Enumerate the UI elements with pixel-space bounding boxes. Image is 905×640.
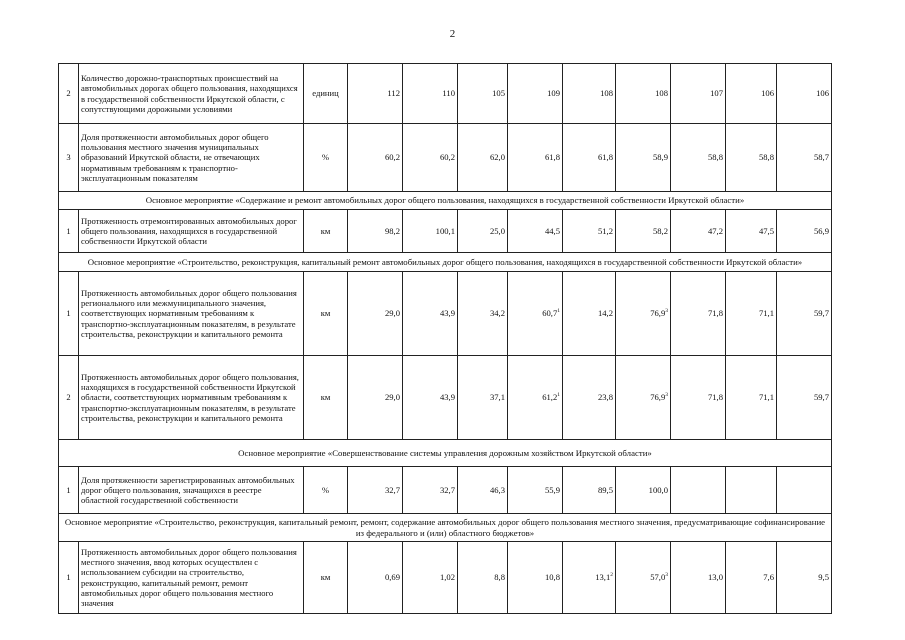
value-cell: 23,8 (563, 356, 616, 440)
table-row (59, 356, 832, 440)
section-title: Основное мероприятие «Строительство, реконструкция, капитальный ремонт автомобильных дорог общего пользования, находящихся в государственной собственности Иркутской области» (59, 253, 832, 272)
value-cell: 47,5 (726, 210, 777, 253)
value-cell: 108 (616, 64, 671, 124)
value-cell: 55,9 (508, 467, 563, 514)
value-cell: 71,1 (726, 356, 777, 440)
unit-cell: единиц (304, 64, 348, 124)
value-cell: 58,2 (616, 210, 671, 253)
unit-cell: км (304, 356, 348, 440)
value-cell: 110 (403, 64, 458, 124)
value-cell: 13,1$^2$ (563, 542, 616, 614)
footnote-mark: 1 (557, 392, 560, 399)
value-cell: 7,6 (726, 542, 777, 614)
value-cell: 100,1 (403, 210, 458, 253)
row-number: 3 (59, 124, 79, 192)
table-row (59, 124, 832, 192)
value-cell: 51,2 (563, 210, 616, 253)
value-cell: 76,9$^3$ (616, 356, 671, 440)
footnote-mark: 2 (610, 572, 613, 579)
section-header-row (59, 440, 832, 467)
value-cell: 108 (563, 64, 616, 124)
value-cell: 46,3 (458, 467, 508, 514)
table-row (59, 210, 832, 253)
value-cell: 59,7 (777, 356, 832, 440)
value-cell: 60,2 (403, 124, 458, 192)
value-cell (671, 467, 726, 514)
indicator-name: Количество дорожно-транспортных происшествий на автомобильных дорогах общего пользования, находящихся в государственной собственности Иркутской области, с сопутствующими дорожными условиями (79, 64, 304, 124)
value-cell: 0,69 (348, 542, 403, 614)
value-cell: 89,5 (563, 467, 616, 514)
value-cell: 112 (348, 64, 403, 124)
value-cell: 106 (726, 64, 777, 124)
indicator-name: Протяженность автомобильных дорог общего пользования, находящихся в государственной собственности Иркутской области, соответствующих нормативным требованиям к транспортно-эксплуатационным показателям, в результате строительства, реконструкции и капитального ремонта (79, 356, 304, 440)
value-cell: 61,8 (508, 124, 563, 192)
indicator-name: Протяженность автомобильных дорог общего пользования регионального или межмуниципального значения, соответствующих нормативным требованиям к транспортно-эксплуатационным показателям, в результате строительства, реконструкции и капитального ремонта (79, 272, 304, 356)
value-cell: 25,0 (458, 210, 508, 253)
unit-cell: % (304, 467, 348, 514)
value-cell: 13,0 (671, 542, 726, 614)
value-cell: 60,2 (348, 124, 403, 192)
footnote-mark: 3 (665, 572, 668, 579)
value-cell: 14,2 (563, 272, 616, 356)
section-title: Основное мероприятие «Совершенствование системы управления дорожным хозяйством Иркутской области» (59, 440, 832, 467)
value-cell: 60,7$^1$ (508, 272, 563, 356)
row-number: 1 (59, 272, 79, 356)
value-cell: 71,8 (671, 272, 726, 356)
section-header-row (59, 192, 832, 210)
value-cell: 47,2 (671, 210, 726, 253)
value-cell: 29,0 (348, 356, 403, 440)
unit-cell: км (304, 210, 348, 253)
value-cell (726, 467, 777, 514)
value-cell: 10,8 (508, 542, 563, 614)
footnote-mark: 3 (665, 308, 668, 315)
value-cell: 106 (777, 64, 832, 124)
value-cell: 98,2 (348, 210, 403, 253)
footnote-mark: 1 (557, 308, 560, 315)
table-row (59, 64, 832, 124)
row-number: 2 (59, 356, 79, 440)
value-cell: 58,9 (616, 124, 671, 192)
value-cell: 56,9 (777, 210, 832, 253)
unit-cell: % (304, 124, 348, 192)
value-cell: 57,0$^3$ (616, 542, 671, 614)
indicator-name: Протяженность автомобильных дорог общего пользования местного значения, ввод которых осуществлен с использованием субсидии на строительство, реконструкцию, капитальный ремонт, ремонт автомобильных дорог общего пользования местного значения (79, 542, 304, 614)
value-cell: 100,0 (616, 467, 671, 514)
footnote-mark: 3 (665, 392, 668, 399)
table-row (59, 467, 832, 514)
value-cell: 61,8 (563, 124, 616, 192)
unit-cell: км (304, 272, 348, 356)
value-cell: 34,2 (458, 272, 508, 356)
unit-cell: км (304, 542, 348, 614)
value-cell: 9,5 (777, 542, 832, 614)
table-row (59, 272, 832, 356)
value-cell (777, 467, 832, 514)
section-header-row (59, 253, 832, 272)
value-cell: 29,0 (348, 272, 403, 356)
value-cell: 107 (671, 64, 726, 124)
value-cell: 105 (458, 64, 508, 124)
value-cell: 8,8 (458, 542, 508, 614)
value-cell: 71,1 (726, 272, 777, 356)
value-cell: 62,0 (458, 124, 508, 192)
indicators-table (58, 63, 832, 614)
indicator-name: Доля протяженности зарегистрированных автомобильных дорог общего пользования, значащихся в реестре областной государственной собственности (79, 467, 304, 514)
value-cell: 71,8 (671, 356, 726, 440)
value-cell: 58,8 (726, 124, 777, 192)
value-cell: 58,8 (671, 124, 726, 192)
value-cell: 1,02 (403, 542, 458, 614)
page-number: 2 (449, 28, 456, 40)
value-cell: 32,7 (403, 467, 458, 514)
indicator-name: Доля протяженности автомобильных дорог общего пользования местного значения муниципальных образований Иркутской области, не отвечающих нормативным требованиям к транспортно-эксплуатационным показателям (79, 124, 304, 192)
row-number: 2 (59, 64, 79, 124)
value-cell: 76,9$^3$ (616, 272, 671, 356)
row-number: 1 (59, 542, 79, 614)
table-row (59, 542, 832, 614)
indicator-name: Протяженность отремонтированных автомобильных дорог общего пользования, находящихся в государственной собственности Иркутской области (79, 210, 304, 253)
row-number: 1 (59, 210, 79, 253)
value-cell: 59,7 (777, 272, 832, 356)
value-cell: 32,7 (348, 467, 403, 514)
section-title: Основное мероприятие «Содержание и ремонт автомобильных дорог общего пользования, находящихся в государственной собственности Иркутской области» (59, 192, 832, 210)
value-cell: 37,1 (458, 356, 508, 440)
row-number: 1 (59, 467, 79, 514)
value-cell: 58,7 (777, 124, 832, 192)
section-header-row (59, 514, 832, 542)
value-cell: 43,9 (403, 356, 458, 440)
section-title: Основное мероприятие «Строительство, реконструкция, капитальный ремонт, ремонт, содержание автомобильных дорог общего пользования местного значения, предусматривающие софинансирование из федерального и (или) областного бюджетов» (59, 514, 832, 542)
value-cell: 44,5 (508, 210, 563, 253)
value-cell: 61,2$^1$ (508, 356, 563, 440)
value-cell: 109 (508, 64, 563, 124)
value-cell: 43,9 (403, 272, 458, 356)
